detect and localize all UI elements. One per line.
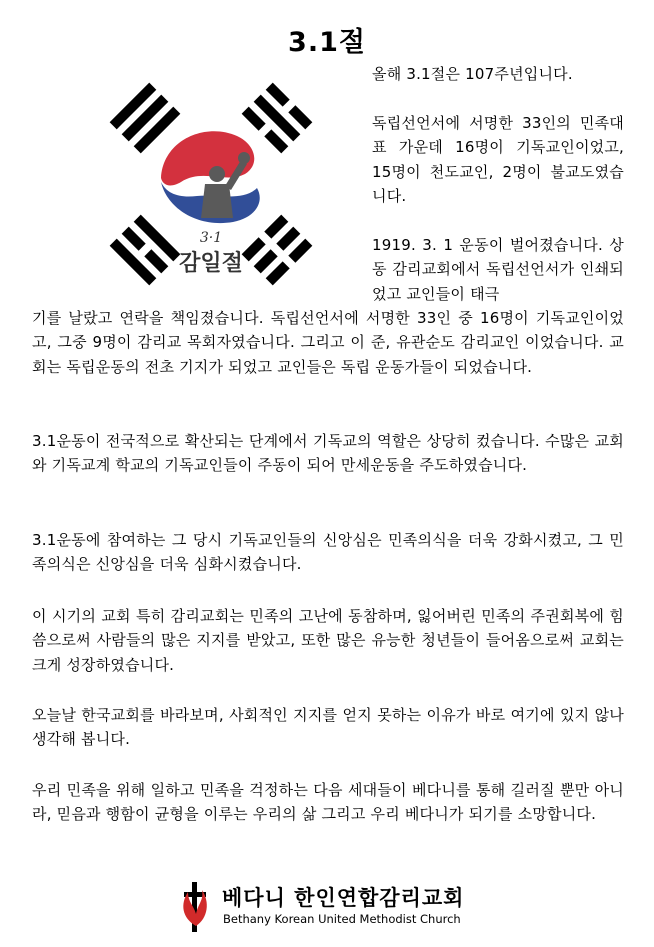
paragraph-spread: 3.1운동이 전국적으로 확산되는 단계에서 기독교의 역할은 상당히 컸습니다. 수많은 교회와 기독교계 학교의 기독교인들이 주동이 되어 만세운동을 주도하였습니다. [32, 432, 624, 475]
paragraph-today: 오늘날 한국교회를 바라보며, 사회적인 지지를 얻지 못하는 이유가 바로 여기에 있지 않나 생각해 봅니다. [32, 706, 624, 749]
paragraph-hope: 우리 민족을 위해 일하고 민족을 걱정하는 다음 세대들이 베다니를 통해 길러질 뿐만 아니라, 믿음과 행함이 균형을 이루는 우리의 삶 그리고 우리 베다니가 되기를 소망합니다. [32, 781, 624, 824]
page-title: 3.1절 [288, 27, 366, 58]
art-caption-year: 3·1 [199, 230, 223, 246]
church-name-korean: 베다니 한인연합감리교회 [222, 886, 465, 910]
paragraph-1919-start: 1919. 3. 1 운동이 벌어졌습니다. 상동 감리교회에서 독립선언서가 인쇄되었고 교인들이 태극 [372, 236, 624, 303]
paragraph-faith: 3.1운동에 참여하는 그 당시 기독교인들의 신앙심은 민족의식을 더욱 강화시켰고, 그 민족의식은 신앙심을 더욱 심화시켰습니다. [32, 531, 624, 574]
church-logo [178, 878, 498, 934]
church-name-english: Bethany Korean United Methodist Church [223, 912, 461, 926]
paragraph-1919-continued: 기를 날랐고 연락을 책임졌습니다. 독립선언서에 서명한 33인 중 16명이 기독교인이었고, 그중 9명이 감리교 목회자였습니다. 그리고 이 준, 유관순도 감리교인 이었습니다. 교회는 독립운동의 전초 기지가 되었고 교인들은 독립 운동가들이 되었습니다. [32, 309, 624, 376]
art-caption-title: 감일절 [179, 251, 243, 276]
paragraph-methodist-church: 이 시기의 교회 특히 감리교회는 민족의 고난에 동참하며, 잃어버린 민족의 주권회복에 힘씀으로써 사람들의 많은 지지를 받았고, 또한 많은 유능한 청년들이 들어옴으로써 교회는 크게 성장하였습니다. [32, 607, 624, 674]
cross-and-flame-icon [178, 878, 212, 934]
paragraph-anniversary: 올해 3.1절은 107주년입니다. [372, 65, 573, 83]
paragraph-signers: 독립선언서에 서명한 33인의 민족대표 가운데 16명이 기독교인이었고, 15명이 천도교인, 2명이 불교도였습니다. [372, 114, 624, 205]
korean-flag-liberation-day-icon [105, 78, 317, 290]
